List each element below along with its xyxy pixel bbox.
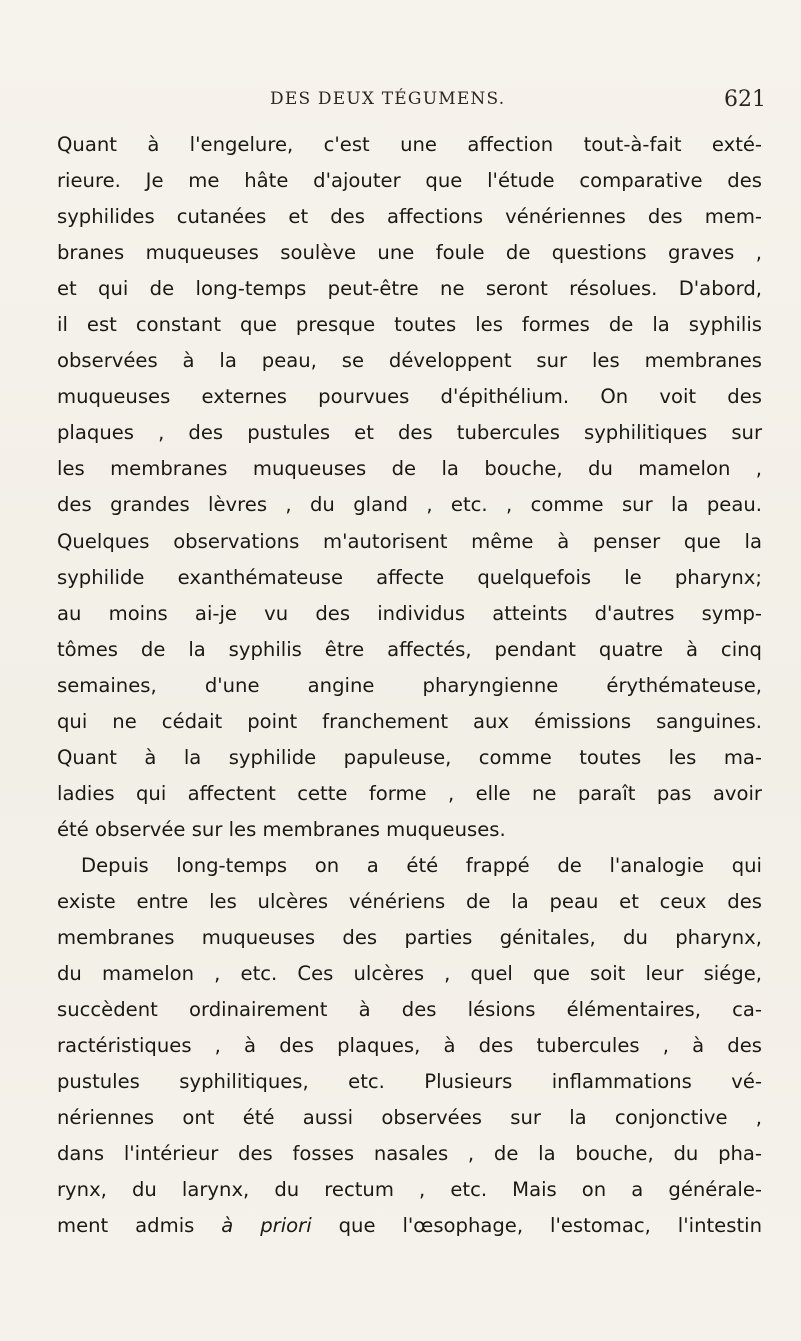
text-line: muqueuses externes pourvues d'épithélium. On voit des bbox=[57, 385, 762, 409]
text-line: dans l'intérieur des fosses nasales , de la bouche, du pha- bbox=[57, 1142, 762, 1166]
text-line: rynx, du larynx, du rectum , etc. Mais on a générale- bbox=[57, 1178, 762, 1202]
text-line: observées à la peau, se développent sur les membranes bbox=[57, 349, 762, 373]
text-line: Quelques observations m'autorisent même à penser que la bbox=[57, 529, 762, 553]
text-line: pustules syphilitiques, etc. Plusieurs inflammations vé- bbox=[57, 1070, 762, 1094]
text-line: membranes muqueuses des parties génitales, du pharynx, bbox=[57, 926, 762, 950]
running-head bbox=[0, 89, 801, 119]
text-line: existe entre les ulcères vénériens de la peau et ceux des bbox=[57, 889, 762, 913]
text-line: syphilide exanthémateuse affecte quelquefois le pharynx; bbox=[57, 565, 762, 589]
text-line: qui ne cédait point franchement aux émissions sanguines. bbox=[57, 709, 762, 733]
text-line: plaques , des pustules et des tubercules syphilitiques sur bbox=[57, 421, 762, 445]
page-number: 621 bbox=[724, 87, 766, 112]
running-title: DES DEUX TÉGUMENS. bbox=[270, 89, 506, 109]
text-line: et qui de long-temps peut-être ne seront résolues. D'abord, bbox=[57, 277, 762, 301]
text-line: semaines, d'une angine pharyngienne érythémateuse, bbox=[57, 673, 762, 697]
text-line: des grandes lèvres , du gland , etc. , comme sur la peau. bbox=[57, 493, 762, 517]
text-line: syphilides cutanées et des affections vénériennes des mem- bbox=[57, 205, 762, 229]
text-line: été observée sur les membranes muqueuses. bbox=[57, 817, 506, 841]
text-line: rieure. Je me hâte d'ajouter que l'étude comparative des bbox=[57, 169, 762, 193]
text-line: il est constant que presque toutes les formes de la syphilis bbox=[57, 313, 762, 337]
italic-phrase: à priori bbox=[221, 1214, 312, 1238]
text-line: branes muqueuses soulève une foule de questions graves , bbox=[57, 241, 762, 265]
text-line: nériennes ont été aussi observées sur la conjonctive , bbox=[57, 1106, 762, 1130]
text-line-final bbox=[57, 1208, 762, 1244]
final-line-start: ment admis bbox=[57, 1214, 222, 1238]
text-line: ladies qui affectent cette forme , elle ne paraît pas avoir bbox=[57, 781, 762, 805]
text-line: succèdent ordinairement à des lésions élémentaires, ca- bbox=[57, 998, 762, 1022]
final-line-end: que l'œsophage, l'estomac, l'intestin bbox=[311, 1214, 762, 1238]
text-line: Quant à l'engelure, c'est une affection tout-à-fait exté- bbox=[57, 133, 762, 156]
text-line: Quant à la syphilide papuleuse, comme toutes les ma- bbox=[57, 745, 762, 769]
text-line: au moins ai-je vu des individus atteints d'autres symp- bbox=[57, 601, 762, 625]
body-text bbox=[57, 127, 762, 1244]
text-line: les membranes muqueuses de la bouche, du mamelon , bbox=[57, 457, 762, 481]
text-line: ractéristiques , à des plaques, à des tubercules , à des bbox=[57, 1034, 762, 1058]
text-line: tômes de la syphilis être affectés, pendant quatre à cinq bbox=[57, 637, 762, 661]
text-line: Depuis long-temps on a été frappé de l'analogie qui bbox=[81, 853, 762, 877]
text-line: du mamelon , etc. Ces ulcères , quel que soit leur siége, bbox=[57, 962, 762, 986]
